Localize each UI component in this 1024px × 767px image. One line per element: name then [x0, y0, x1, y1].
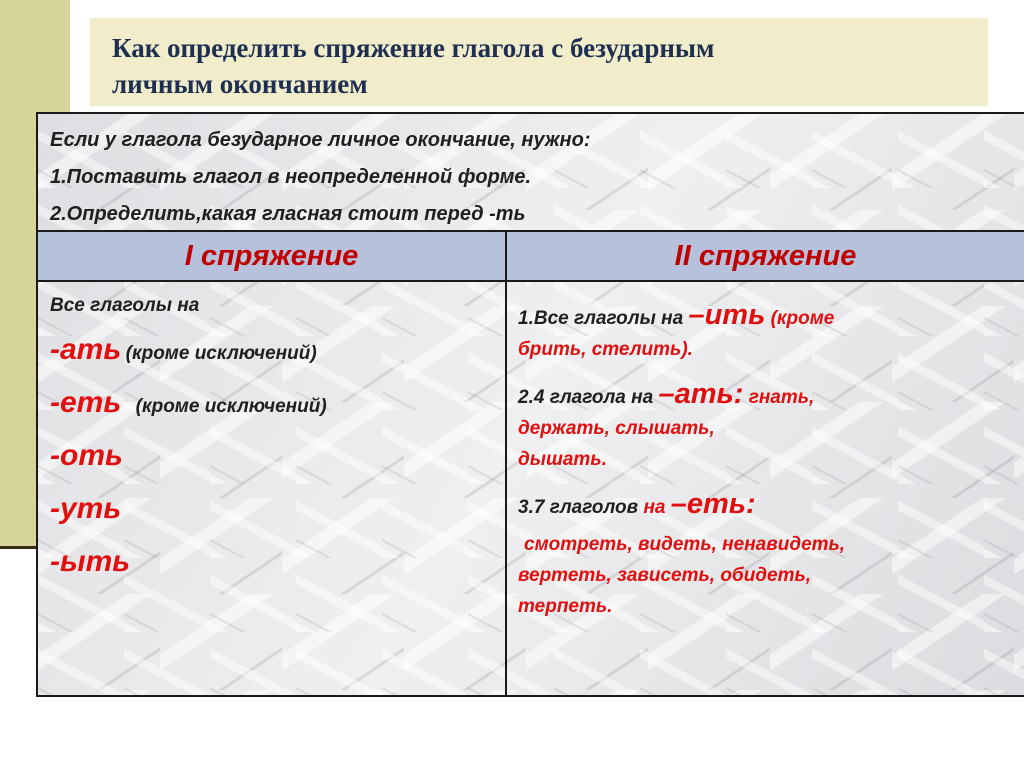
first-conjugation-row [50, 379, 493, 432]
suffix-et-note: (кроме исключений) [135, 396, 327, 417]
slide-title-line-2: личным окончанием [112, 69, 368, 99]
header-second-conjugation-label: II спряжение [674, 239, 857, 272]
rule-1-rest: (кроме [770, 308, 835, 329]
rule-3-line-1 [518, 489, 1012, 523]
rule-2-line-3: дышать. [518, 449, 607, 470]
suffix-et: -еть [50, 386, 122, 419]
rule-3-line-3: вертеть, зависеть, обидеть, [518, 565, 812, 586]
intro-line-3: 2.Определить,какая гласная стоит перед -ть [50, 203, 526, 225]
rule-2-line-1 [518, 379, 1012, 413]
rule-2-lead: 2.4 глагола на [518, 387, 654, 408]
rule-1-line-2: брить, стелить). [518, 339, 693, 360]
suffix-yt: -ыть [50, 545, 131, 578]
first-conjugation-row [50, 432, 493, 485]
first-conjugation-row [50, 326, 493, 379]
intro-line-2: 1.Поставить глагол в неопределенной форме. [50, 166, 532, 188]
first-conjugation-row [50, 538, 493, 591]
first-conjugation-cell [38, 282, 507, 695]
header-first-conjugation [38, 232, 507, 282]
rule-1-line-1 [518, 300, 1012, 334]
slide-title-line-1: Как определить спряжение глагола с безударным [112, 33, 715, 63]
header-first-conjugation-label: I спряжение [184, 239, 359, 272]
rule-3-lead: 3.7 глаголов [518, 497, 639, 518]
first-conjugation-row [50, 485, 493, 538]
rule-3 [518, 489, 1012, 622]
rule-1-lead: 1.Все глаголы на [518, 308, 684, 329]
second-conjugation-cell [507, 282, 1024, 695]
rule-3-line-4: терпеть. [518, 596, 613, 617]
rule-1 [518, 300, 1012, 365]
rule-2-rest: гнать, [748, 387, 815, 408]
suffix-at-note: (кроме исключений) [125, 343, 317, 364]
suffix-ot: -оть [50, 439, 123, 472]
header-second-conjugation [507, 232, 1024, 282]
rule-3-ending: –еть: [670, 488, 756, 520]
conjugation-table [36, 112, 1024, 697]
first-conjugation-intro: Все глаголы на [50, 295, 200, 316]
rule-2-ending: –ать: [658, 378, 744, 410]
rule-3-na: на [643, 497, 666, 518]
suffix-at: -ать [50, 333, 122, 366]
intro-cell [38, 114, 1024, 232]
left-decorative-rule [0, 546, 40, 549]
slide-title-box [90, 18, 988, 106]
intro-line-1: Если у глагола безударное личное окончание, нужно: [50, 129, 591, 151]
suffix-ut: -уть [50, 492, 122, 525]
rule-2 [518, 379, 1012, 475]
rule-2-line-2: держать, слышать, [518, 418, 715, 439]
rule-3-line-2: смотреть, видеть, ненавидеть, [524, 534, 846, 555]
rule-1-ending: –ить [688, 299, 766, 331]
